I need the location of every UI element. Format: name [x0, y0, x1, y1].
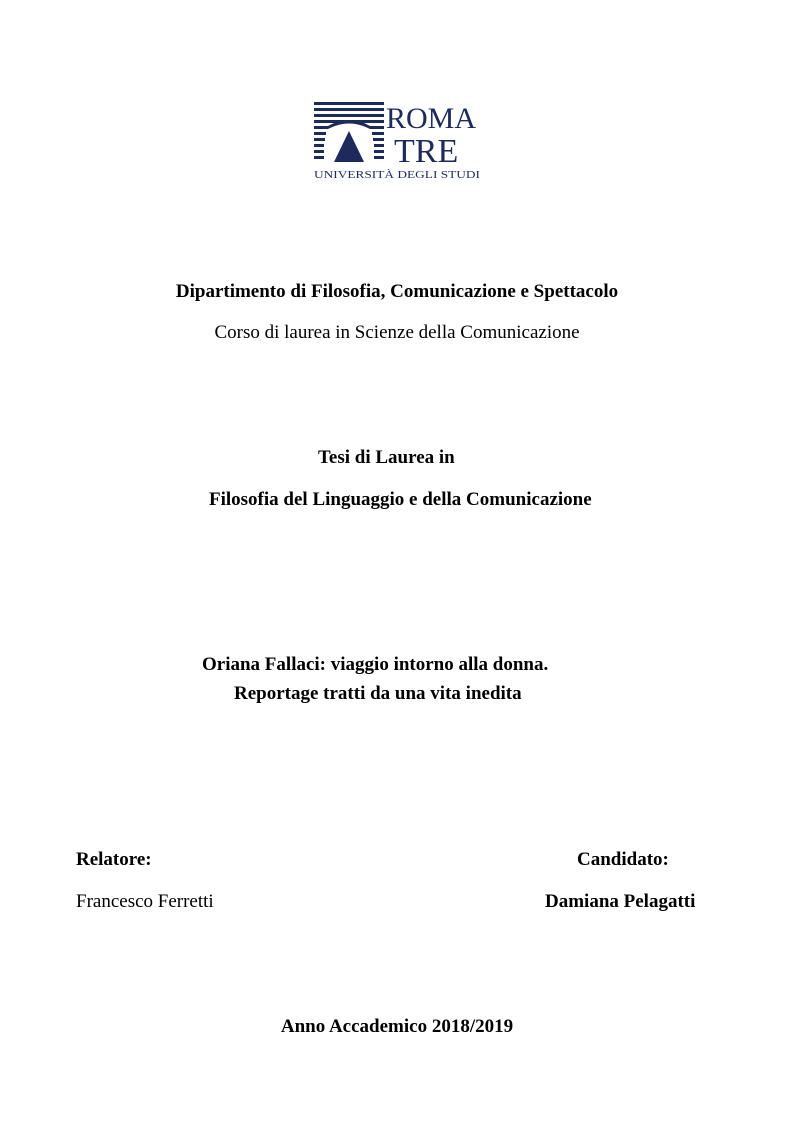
thesis-title-line2: Reportage tratti da una vita inedita: [234, 683, 522, 704]
candidate-name: Damiana Pelagatti: [545, 891, 696, 912]
candidate-label: Candidato:: [577, 849, 669, 870]
course-name: Corso di laurea in Scienze della Comunicazione: [214, 322, 580, 343]
logo-subtitle: UNIVERSITÀ DEGLI STUDI: [314, 169, 481, 181]
supervisor-label: Relatore:: [76, 849, 152, 870]
academic-year: Anno Accademico 2018/2019: [280, 1016, 514, 1037]
department-heading: Dipartimento di Filosofia, Comunicazione e Spettacolo: [175, 281, 619, 302]
logo-line1: ROMA: [386, 102, 477, 135]
thesis-label: Tesi di Laurea in: [318, 447, 455, 468]
university-logo: [314, 100, 484, 182]
logo-line2: TRE: [394, 133, 459, 170]
supervisor-name: Francesco Ferretti: [76, 891, 214, 912]
thesis-title-line1: Oriana Fallaci: viaggio intorno alla donna.: [202, 654, 549, 675]
thesis-subject: Filosofia del Linguaggio e della Comunicazione: [209, 489, 592, 510]
